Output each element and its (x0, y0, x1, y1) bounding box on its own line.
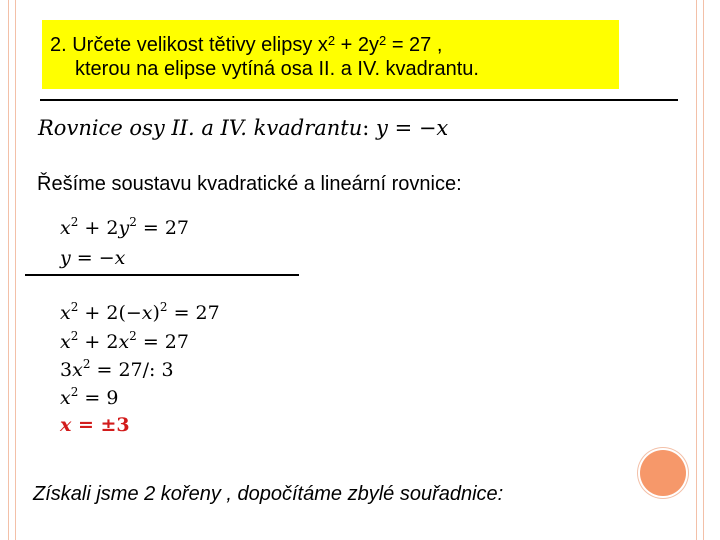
exponent: 2 (70, 215, 79, 229)
math-text: = 9 (78, 387, 119, 409)
math-text: = 27 (136, 217, 190, 239)
exponent: 2 (70, 385, 79, 399)
math-text: = ±3 (71, 414, 130, 436)
step-1 (60, 300, 220, 324)
exponent: 2 (159, 300, 168, 314)
exponent: 2 (129, 215, 137, 229)
result-step (60, 414, 130, 436)
math-text: = − (70, 247, 115, 269)
exponent: 2 (82, 357, 91, 371)
task-text: = 27 , (386, 34, 443, 56)
math-text: 3 (60, 359, 73, 381)
variable: x (141, 302, 153, 324)
axis-equation-formula: y = −x (376, 116, 449, 140)
system-equation-1 (60, 215, 189, 239)
math-text: = 27/: 3 (90, 359, 174, 381)
exponent: 2 (70, 329, 79, 343)
math-text: + 2(− (78, 302, 142, 324)
conclusion-text: Získali jsme 2 kořeny , dopočítáme zbylé souřadnice: (33, 483, 504, 505)
solve-heading: Řešíme soustavu kvadratické a lineární rovnice: (37, 173, 462, 195)
task-box (42, 20, 619, 89)
axis-equation (38, 116, 448, 140)
variable: x (60, 331, 71, 353)
task-text: + 2y (335, 34, 380, 56)
system-separator-line (25, 274, 299, 276)
math-text: + 2 (78, 217, 119, 239)
exponent: 2 (327, 33, 336, 48)
math-text: = 27 (167, 302, 220, 324)
math-text: + 2 (78, 331, 119, 353)
variable: x (114, 247, 126, 269)
step-4 (60, 385, 118, 409)
system-equation-2 (60, 247, 125, 269)
task-text: 2. Určete velikost tětivy elipsy x (50, 34, 328, 56)
variable: y (118, 217, 130, 239)
left-border-line-inner (15, 0, 16, 540)
variable: x (60, 387, 71, 409)
variable: y (60, 247, 71, 269)
step-2 (60, 329, 189, 353)
variable: x (118, 331, 130, 353)
variable: x (60, 217, 71, 239)
right-border-line-inner (703, 0, 704, 540)
task-separator-line (40, 99, 678, 101)
exponent: 2 (70, 300, 79, 314)
math-text: ) (152, 302, 160, 324)
task-line-2: kterou na elipse vytíná osa II. a IV. kvadrantu. (75, 58, 479, 80)
exponent: 2 (129, 329, 137, 343)
task-line-1 (50, 29, 442, 57)
step-3 (60, 357, 174, 381)
math-text: = 27 (136, 331, 189, 353)
axis-equation-label: Rovnice osy II. a IV. kvadrantu (38, 116, 363, 140)
variable: x (60, 302, 71, 324)
left-border-line (8, 0, 9, 540)
variable: x (72, 359, 83, 381)
variable: x (60, 414, 72, 436)
axis-equation-colon: : (362, 116, 370, 140)
right-border-line (696, 0, 697, 540)
decorative-circle (640, 450, 686, 496)
exponent: 2 (379, 33, 387, 48)
